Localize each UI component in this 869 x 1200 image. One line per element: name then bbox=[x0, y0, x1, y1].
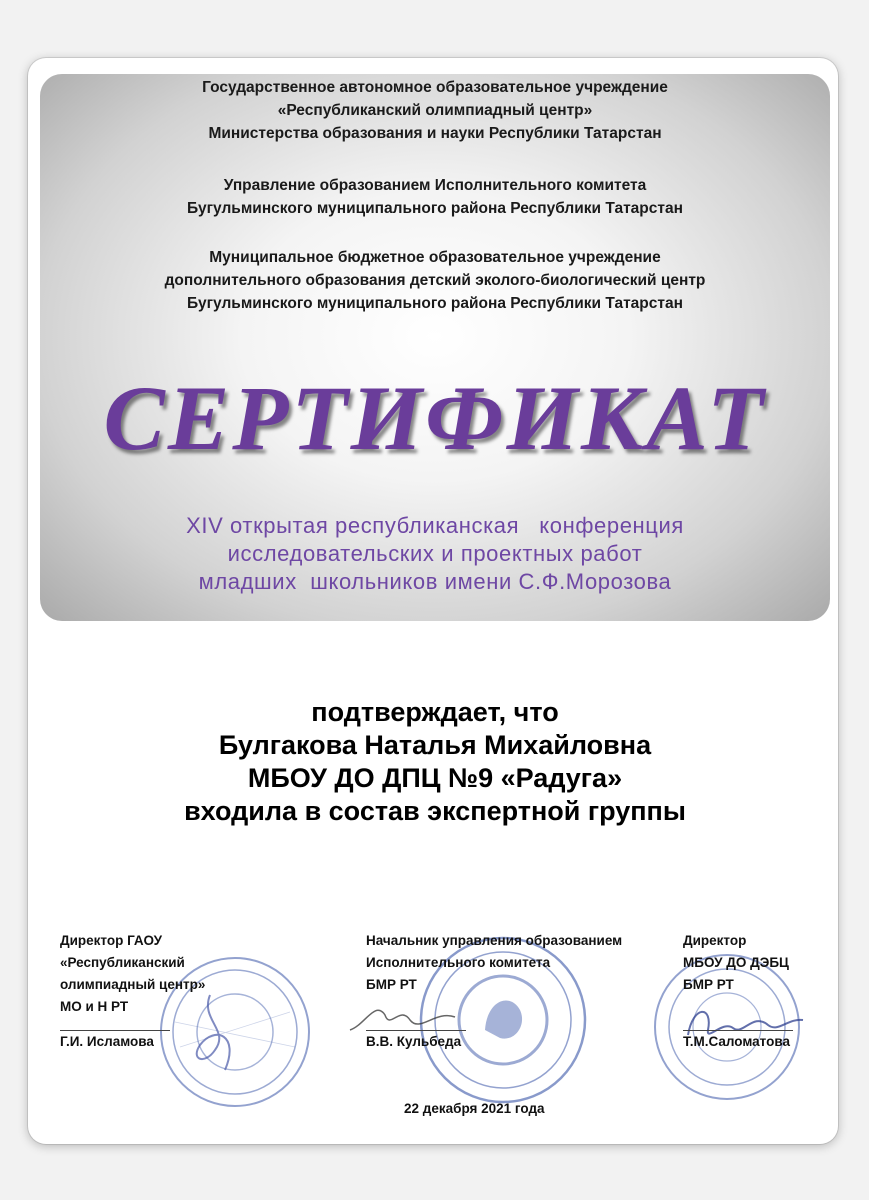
recipient-organization: МБОУ ДО ДПЦ №9 «Радуга» bbox=[247, 763, 623, 793]
signatory-2-name: В.В. Кульбеда bbox=[366, 1034, 462, 1049]
signatory-3-line-2: МБОУ ДО ДЭБЦ bbox=[683, 955, 789, 970]
org-3-line-1: Муниципальное бюджетное образовательное учреждение bbox=[209, 249, 661, 266]
conference-line-1: XIV открытая республиканская конференция bbox=[186, 513, 684, 538]
signature-line-3 bbox=[683, 1018, 793, 1031]
confirmation-text bbox=[40, 696, 830, 828]
org-block-2 bbox=[40, 174, 830, 220]
conference-line-3: младших школьников имени С.Ф.Морозова bbox=[198, 569, 672, 594]
conference-name bbox=[40, 512, 830, 596]
signatory-1-line-2: «Республиканский bbox=[60, 955, 185, 970]
conference-line-2: исследовательских и проектных работ bbox=[227, 541, 643, 566]
signatory-3-spacer bbox=[683, 996, 793, 1018]
signatory-1-line-3: олимпиадный центр» bbox=[60, 977, 206, 992]
signature-line-1 bbox=[60, 1018, 170, 1031]
org-1-line-2: «Республиканский олимпиадный центр» bbox=[277, 102, 593, 119]
signatory-2-line-1: Начальник управления образованием bbox=[366, 933, 623, 948]
signatory-1-line-4: МО и Н РТ bbox=[60, 999, 129, 1014]
signatory-3-line-3: БМР РТ bbox=[683, 977, 734, 992]
signatory-2-line-3: БМР РТ bbox=[366, 977, 417, 992]
org-block-1 bbox=[40, 76, 830, 145]
signatory-1-line-1: Директор ГАОУ bbox=[60, 933, 163, 948]
signatory-3-line-1: Директор bbox=[683, 933, 747, 948]
signatory-2 bbox=[366, 930, 622, 1053]
signatory-2-line-2: Исполнительного комитета bbox=[366, 955, 551, 970]
signatory-1 bbox=[60, 930, 205, 1053]
org-3-line-2: дополнительного образования детский эколого-биологический центр bbox=[164, 272, 706, 289]
org-3-line-3: Бугульминского муниципального района Республики Татарстан bbox=[187, 295, 683, 312]
confirmation-line-1: подтверждает, что bbox=[311, 697, 559, 727]
issue-date: 22 декабря 2021 года bbox=[404, 1101, 545, 1116]
recipient-name: Булгакова Наталья Михайловна bbox=[218, 730, 652, 760]
org-block-3 bbox=[40, 246, 830, 315]
org-1-line-1: Государственное автономное образовательное учреждение bbox=[202, 79, 668, 96]
org-2-line-2: Бугульминского муниципального района Республики Татарстан bbox=[187, 200, 683, 217]
org-1-line-3: Министерства образования и науки Республики Татарстан bbox=[208, 125, 662, 142]
signatory-2-spacer bbox=[366, 996, 622, 1018]
signatory-3 bbox=[683, 930, 793, 1053]
certificate-title: СЕРТИФИКАТ bbox=[103, 367, 767, 469]
signatory-1-name: Г.И. Исламова bbox=[60, 1034, 154, 1049]
signature-line-2 bbox=[366, 1018, 466, 1031]
signatory-3-name: Т.М.Саломатова bbox=[683, 1034, 790, 1049]
org-2-line-1: Управление образованием Исполнительного комитета bbox=[223, 177, 647, 194]
confirmation-role: входила в состав экспертной группы bbox=[184, 796, 686, 826]
